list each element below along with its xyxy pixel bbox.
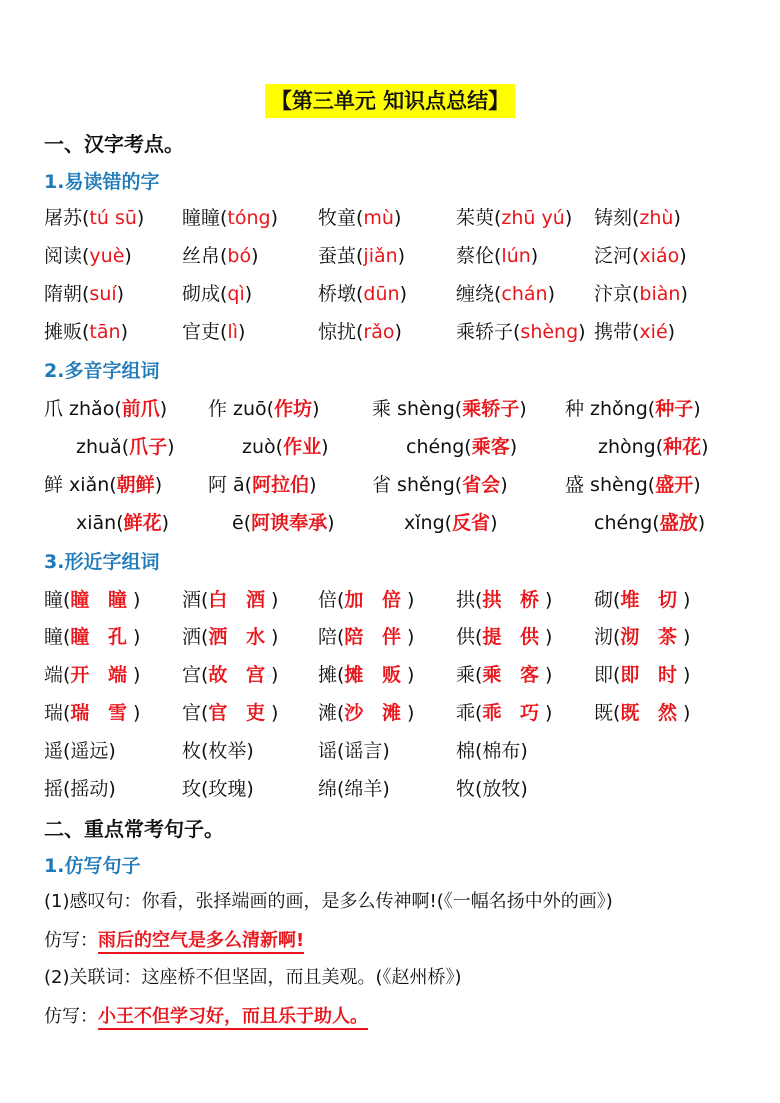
word-suffix: ) (407, 589, 415, 611)
word-answer: 盛开 (655, 474, 694, 496)
word-suffix: ) (500, 474, 508, 496)
word-suffix: ) (321, 436, 329, 458)
word-row (0, 394, 780, 424)
word-answer: biàn (639, 283, 681, 305)
word-answer: 洒 水 (208, 626, 272, 648)
word-item (44, 203, 144, 233)
word-answer: tān (89, 321, 121, 343)
word-item (456, 622, 552, 652)
word-item (594, 317, 675, 347)
word-prefix: 供( (456, 626, 483, 648)
word-answer: 提 供 (482, 626, 546, 648)
word-answer: 陪 伴 (344, 626, 408, 648)
word-item: 牧(放牧) (456, 778, 528, 800)
word-suffix: ) (161, 512, 170, 534)
word-item (594, 585, 690, 615)
word-row (0, 317, 780, 347)
word-item (406, 432, 517, 462)
word-prefix: 既( (594, 702, 621, 724)
word-suffix: ) (237, 321, 246, 343)
word-prefix: zhòng( (598, 436, 664, 458)
word-item (44, 470, 162, 500)
word-item (44, 585, 140, 615)
word-suffix: ) (133, 664, 141, 686)
word-prefix: 屠苏( (44, 207, 90, 229)
word-prefix: 即( (594, 664, 621, 686)
word-prefix: 桥墩( (318, 283, 364, 305)
word-suffix: ) (271, 702, 279, 724)
answer-1-label: 仿写： (44, 930, 98, 951)
word-answer: tú sū (89, 207, 137, 229)
word-item (456, 241, 538, 271)
word-item (182, 241, 259, 271)
word-answer: 反省 (452, 512, 491, 534)
word-suffix: ) (693, 398, 701, 420)
word-item (565, 470, 701, 500)
word-suffix: ) (407, 626, 415, 648)
word-answer: lún (501, 245, 531, 267)
answer-2: 小王不但学习好，而且乐于助人。 (98, 1006, 368, 1030)
word-prefix: 作 zuō( (208, 398, 275, 420)
word-row (0, 585, 780, 615)
word-prefix: 鲜 xiǎn( (44, 474, 117, 496)
word-answer: 乖 巧 (482, 702, 546, 724)
word-suffix: ) (312, 398, 320, 420)
word-prefix: 洒( (182, 626, 209, 648)
word-suffix: ) (683, 626, 691, 648)
word-item (208, 394, 320, 424)
word-item (565, 394, 701, 424)
word-item (182, 660, 278, 690)
word-prefix: 惊扰( (318, 321, 364, 343)
word-item: 棉(棉布) (456, 740, 528, 762)
sub2-heading: 2.多音字组词 (44, 360, 160, 382)
word-item (44, 394, 167, 424)
word-item (208, 470, 317, 500)
sub3-heading: 3.形近字组词 (44, 551, 160, 573)
word-suffix: ) (673, 207, 681, 229)
word-suffix: ) (545, 664, 553, 686)
word-item (456, 585, 552, 615)
word-item (456, 698, 552, 728)
word-prefix: 阅读( (44, 245, 90, 267)
word-item (456, 317, 586, 347)
word-prefix: 盛 shèng( (565, 474, 656, 496)
word-prefix: zhuǎ( (76, 436, 130, 458)
word-item: 谣(谣言) (318, 740, 390, 762)
word-prefix: 阿 ā( (208, 474, 253, 496)
word-row (0, 774, 780, 804)
word-item (182, 585, 278, 615)
word-answer: 摊 贩 (344, 664, 408, 686)
word-answer: 即 时 (620, 664, 684, 686)
word-prefix: 蚕茧( (318, 245, 364, 267)
word-prefix: 酒( (182, 589, 209, 611)
word-row (0, 279, 780, 309)
word-answer: yuè (89, 245, 125, 267)
word-suffix: ) (251, 245, 259, 267)
word-answer: xié (639, 321, 668, 343)
word-prefix: 乘( (456, 664, 483, 686)
word-suffix: ) (683, 589, 691, 611)
section2-heading: 二、重点常考句子。 (44, 817, 224, 841)
word-answer: 乘 客 (482, 664, 546, 686)
word-answer: 作坊 (274, 398, 313, 420)
word-answer: qì (227, 283, 245, 305)
word-answer: 盛放 (659, 512, 698, 534)
word-suffix: ) (327, 512, 335, 534)
word-answer: 种子 (655, 398, 694, 420)
word-answer: 加 倍 (344, 589, 408, 611)
word-prefix: 倍( (318, 589, 345, 611)
word-answer: tóng (227, 207, 271, 229)
word-row (0, 622, 780, 652)
word-row (0, 470, 780, 500)
word-prefix: 瞳瞳( (182, 207, 228, 229)
word-suffix: ) (667, 321, 676, 343)
word-prefix: xiān( (76, 512, 124, 534)
word-item (182, 317, 245, 347)
word-suffix: ) (683, 702, 691, 724)
title-wrap (0, 84, 780, 118)
word-prefix: 蔡伦( (456, 245, 502, 267)
word-item: 绵(绵羊) (318, 778, 390, 800)
word-answer: 鲜花 (123, 512, 162, 534)
word-suffix: ) (271, 664, 279, 686)
word-answer: zhū yú (501, 207, 565, 229)
word-item (318, 203, 401, 233)
word-answer: 爪子 (129, 436, 168, 458)
word-prefix: 摊贩( (44, 321, 90, 343)
word-item (318, 279, 407, 309)
word-item (318, 585, 414, 615)
word-prefix: 瞳( (44, 589, 71, 611)
word-prefix: 携带( (594, 321, 640, 343)
word-prefix: ē( (232, 512, 252, 534)
word-prefix: 陪( (318, 626, 345, 648)
word-suffix: ) (116, 283, 125, 305)
word-answer: 开 端 (70, 664, 134, 686)
word-answer: 乘轿子 (462, 398, 520, 420)
word-prefix: 牧童( (318, 207, 364, 229)
question-1: (1)感叹句：你看，张择端画的画，是多么传神啊!(《一幅名扬中外的画》) (44, 891, 613, 912)
word-suffix: ) (697, 512, 706, 534)
word-prefix: chéng( (594, 512, 660, 534)
word-suffix: ) (545, 626, 553, 648)
word-item (594, 698, 690, 728)
word-item (318, 317, 402, 347)
word-item (318, 698, 414, 728)
word-suffix: ) (270, 207, 279, 229)
word-answer: shèng (520, 321, 579, 343)
word-row (0, 660, 780, 690)
word-suffix: ) (159, 398, 168, 420)
word-item (456, 279, 555, 309)
word-suffix: ) (167, 436, 175, 458)
word-prefix: zuò( (242, 436, 284, 458)
word-prefix: 丝帛( (182, 245, 228, 267)
word-item (372, 394, 527, 424)
word-prefix: 乘 shèng( (372, 398, 463, 420)
word-prefix: 乖( (456, 702, 483, 724)
word-suffix: ) (545, 589, 553, 611)
sub1-heading: 1.易读错的字 (44, 171, 160, 193)
word-suffix: ) (397, 245, 406, 267)
word-prefix: 汴京( (594, 283, 640, 305)
word-suffix: ) (309, 474, 317, 496)
word-item (594, 203, 681, 233)
word-answer: 瑞 雪 (70, 702, 134, 724)
word-item (44, 241, 132, 271)
word-suffix: ) (271, 589, 279, 611)
word-item (76, 508, 169, 538)
word-item (318, 660, 414, 690)
word-prefix: chéng( (406, 436, 472, 458)
word-prefix: 茱萸( (456, 207, 502, 229)
word-prefix: 省 shěng( (372, 474, 463, 496)
word-answer: 白 酒 (208, 589, 272, 611)
word-prefix: 铸刻( (594, 207, 640, 229)
word-prefix: 乘轿子( (456, 321, 521, 343)
word-suffix: ) (679, 245, 687, 267)
word-prefix: 沏( (594, 626, 621, 648)
word-suffix: ) (490, 512, 498, 534)
answer-2-label: 仿写： (44, 1006, 98, 1027)
word-item (318, 622, 414, 652)
word-item (76, 432, 175, 462)
word-suffix: ) (545, 702, 553, 724)
word-item (318, 241, 405, 271)
word-prefix: 缠绕( (456, 283, 502, 305)
word-suffix: ) (393, 207, 402, 229)
word-prefix: xǐng( (404, 512, 453, 534)
word-prefix: 摊( (318, 664, 345, 686)
word-suffix: ) (519, 398, 527, 420)
word-suffix: ) (271, 626, 279, 648)
word-item: 遥(遥远) (44, 740, 116, 762)
word-answer: 瞳 孔 (70, 626, 134, 648)
word-answer: bó (227, 245, 252, 267)
word-item (456, 203, 572, 233)
word-item (372, 470, 508, 500)
word-item (594, 622, 690, 652)
word-suffix: ) (680, 283, 688, 305)
word-suffix: ) (407, 664, 415, 686)
word-answer: xiáo (639, 245, 680, 267)
word-prefix: 砌成( (182, 283, 228, 305)
word-suffix: ) (399, 283, 407, 305)
word-answer: 阿拉伯 (252, 474, 310, 496)
word-answer: 阿谀奉承 (251, 512, 328, 534)
word-prefix: 隋朝( (44, 283, 90, 305)
word-answer: 前爪 (121, 398, 160, 420)
word-item (594, 241, 687, 271)
word-item (594, 508, 705, 538)
word-item: 玫(玫瑰) (182, 778, 254, 800)
answer-2-row (44, 1002, 368, 1032)
word-suffix: ) (133, 589, 141, 611)
question-2: (2)关联词：这座桥不但坚固，而且美观。(《赵州桥》) (44, 967, 462, 988)
word-item (182, 279, 252, 309)
word-prefix: 官( (182, 702, 209, 724)
word-prefix: 官吏( (182, 321, 228, 343)
word-prefix: 砌( (594, 589, 621, 611)
sentence-sub1-heading: 1.仿写句子 (44, 855, 141, 877)
word-suffix: ) (120, 321, 128, 343)
word-prefix: 种 zhǒng( (565, 398, 656, 420)
word-prefix: 泛河( (594, 245, 640, 267)
word-prefix: 端( (44, 664, 71, 686)
word-answer: 朝鲜 (116, 474, 155, 496)
word-item (404, 508, 497, 538)
word-item (598, 432, 709, 462)
word-suffix: ) (693, 474, 701, 496)
word-item: 枚(枚举) (182, 740, 254, 762)
word-answer: 故 宫 (208, 664, 272, 686)
word-answer: lì (227, 321, 238, 343)
word-answer: 乘客 (471, 436, 510, 458)
word-prefix: 滩( (318, 702, 345, 724)
word-suffix: ) (578, 321, 586, 343)
word-answer: 沏 茶 (620, 626, 684, 648)
word-item (182, 622, 278, 652)
word-suffix: ) (133, 702, 141, 724)
word-prefix: 瞳( (44, 626, 71, 648)
word-answer: dūn (363, 283, 400, 305)
word-item (182, 203, 278, 233)
word-suffix: ) (244, 283, 253, 305)
word-answer: 瞳 瞳 (70, 589, 134, 611)
word-item (182, 698, 278, 728)
word-suffix: ) (407, 702, 415, 724)
word-item (44, 622, 140, 652)
word-item: 摇(摇动) (44, 778, 116, 800)
word-answer: chán (501, 283, 548, 305)
word-prefix: 爪 zhǎo( (44, 398, 122, 420)
word-answer: rǎo (363, 321, 395, 343)
word-suffix: ) (394, 321, 402, 343)
word-item (594, 660, 690, 690)
section1-heading: 一、汉字考点。 (44, 132, 184, 156)
word-item (44, 698, 140, 728)
word-suffix: ) (509, 436, 518, 458)
word-suffix: ) (154, 474, 163, 496)
answer-1-row (44, 926, 304, 956)
word-row (0, 241, 780, 271)
word-item (242, 432, 329, 462)
word-item (232, 508, 335, 538)
word-suffix: ) (133, 626, 141, 648)
word-item (594, 279, 688, 309)
word-answer: 拱 桥 (482, 589, 546, 611)
word-prefix: 宫( (182, 664, 209, 686)
word-answer: suí (89, 283, 117, 305)
word-suffix: ) (530, 245, 539, 267)
word-answer: 官 吏 (208, 702, 272, 724)
word-suffix: ) (547, 283, 556, 305)
word-prefix: 拱( (456, 589, 483, 611)
word-answer: 种花 (663, 436, 702, 458)
word-answer: mù (363, 207, 394, 229)
word-row (0, 508, 780, 538)
word-suffix: ) (136, 207, 145, 229)
word-answer: 堆 切 (620, 589, 684, 611)
word-answer: 既 然 (620, 702, 684, 724)
word-prefix: 瑞( (44, 702, 71, 724)
word-suffix: ) (683, 664, 691, 686)
word-suffix: ) (701, 436, 709, 458)
word-row (0, 698, 780, 728)
answer-1: 雨后的空气是多么清新啊! (98, 930, 304, 954)
word-answer: 作业 (283, 436, 322, 458)
word-answer: 沙 滩 (344, 702, 408, 724)
word-item (44, 660, 140, 690)
word-answer: jiǎn (363, 245, 398, 267)
word-row (0, 736, 780, 766)
word-row (0, 432, 780, 462)
word-answer: 省会 (462, 474, 501, 496)
word-item (44, 279, 124, 309)
word-item (456, 660, 552, 690)
word-suffix: ) (564, 207, 573, 229)
page-title: 【第三单元 知识点总结】 (265, 84, 515, 118)
word-suffix: ) (124, 245, 132, 267)
word-item (44, 317, 128, 347)
word-answer: zhù (639, 207, 674, 229)
word-row (0, 203, 780, 233)
